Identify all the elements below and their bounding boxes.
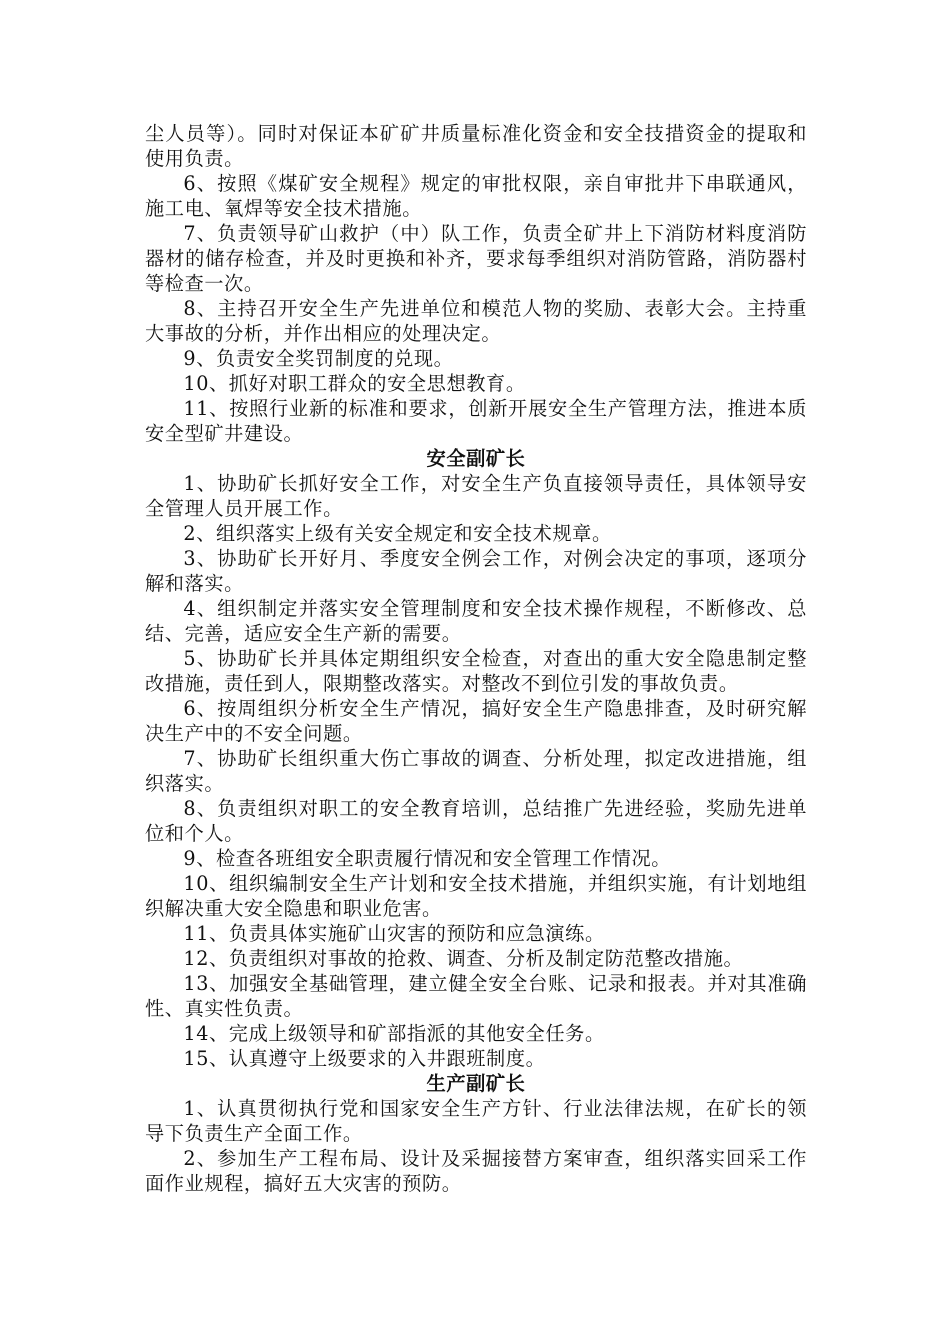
paragraph: 5、协助矿长并具体定期组织安全检查，对查出的重大安全隐患制定整改措施，责任到人，限期整改落实。对整改不到位引发的事故负责。 bbox=[145, 647, 807, 695]
paragraph: 7、协助矿长组织重大伤亡事故的调查、分析处理，拟定改进措施，组织落实。 bbox=[145, 747, 807, 795]
paragraph: 4、组织制定并落实安全管理制度和安全技术操作规程，不断修改、总结、完善，适应安全生产新的需要。 bbox=[145, 597, 807, 645]
paragraph: 11、负责具体实施矿山灾害的预防和应急演练。 bbox=[183, 922, 605, 945]
paragraph-continuation: 尘人员等）。同时对保证本矿矿井质量标准化资金和安全技措资金的提取和使用负责。 bbox=[145, 122, 807, 170]
paragraph: 14、完成上级领导和矿部指派的其他安全任务。 bbox=[183, 1022, 605, 1045]
paragraph: 13、加强安全基础管理，建立健全安全台账、记录和报表。并对其准确性、真实性负责。 bbox=[145, 972, 807, 1020]
paragraph: 2、组织落实上级有关安全规定和安全技术规章。 bbox=[183, 522, 612, 545]
paragraph: 8、负责组织对职工的安全教育培训，总结推广先进经验，奖励先进单位和个人。 bbox=[145, 797, 807, 845]
paragraph: 1、认真贯彻执行党和国家安全生产方针、行业法律法规，在矿长的领导下负责生产全面工作。 bbox=[145, 1097, 807, 1145]
paragraph: 1、协助矿长抓好安全工作，对安全生产负直接领导责任，具体领导安全管理人员开展工作。 bbox=[145, 472, 807, 520]
paragraph: 10、抓好对职工群众的安全思想教育。 bbox=[183, 372, 526, 395]
paragraph: 12、负责组织对事故的抢救、调查、分析及制定防范整改措施。 bbox=[183, 947, 744, 970]
paragraph: 9、负责安全奖罚制度的兑现。 bbox=[183, 347, 454, 370]
paragraph: 7、负责领导矿山救护（中）队工作，负责全矿井上下消防材料度消防器材的储存检查，并及时更换和补齐，要求每季组织对消防管路，消防器村等检查一次。 bbox=[145, 222, 807, 295]
paragraph: 11、按照行业新的标准和要求，创新开展安全生产管理方法，推进本质安全型矿井建设。 bbox=[145, 397, 807, 445]
paragraph: 10、组织编制安全生产计划和安全技术措施，并组织实施，有计划地组织解决重大安全隐患和职业危害。 bbox=[145, 872, 807, 920]
paragraph: 15、认真遵守上级要求的入井跟班制度。 bbox=[183, 1047, 546, 1070]
section-heading-safety-deputy: 安全副矿长 bbox=[426, 447, 526, 470]
document-page bbox=[145, 121, 807, 1196]
paragraph: 2、参加生产工程布局、设计及采掘接替方案审查，组织落实回采工作面作业规程，搞好五大灾害的预防。 bbox=[145, 1147, 807, 1195]
paragraph: 3、协助矿长开好月、季度安全例会工作，对例会决定的事项，逐项分解和落实。 bbox=[145, 547, 807, 595]
paragraph: 9、检查各班组安全职责履行情况和安全管理工作情况。 bbox=[183, 847, 672, 870]
paragraph: 8、主持召开安全生产先进单位和模范人物的奖励、表彰大会。主持重大事故的分析，并作出相应的处理决定。 bbox=[145, 297, 807, 345]
paragraph: 6、按照《煤矿安全规程》规定的审批权限，亲自审批井下串联通风，施工电、氧焊等安全技术措施。 bbox=[145, 172, 807, 220]
paragraph: 6、按周组织分析安全生产情况，搞好安全生产隐患排查，及时研究解决生产中的不安全问题。 bbox=[145, 697, 807, 745]
section-heading-production-deputy: 生产副矿长 bbox=[426, 1072, 526, 1095]
